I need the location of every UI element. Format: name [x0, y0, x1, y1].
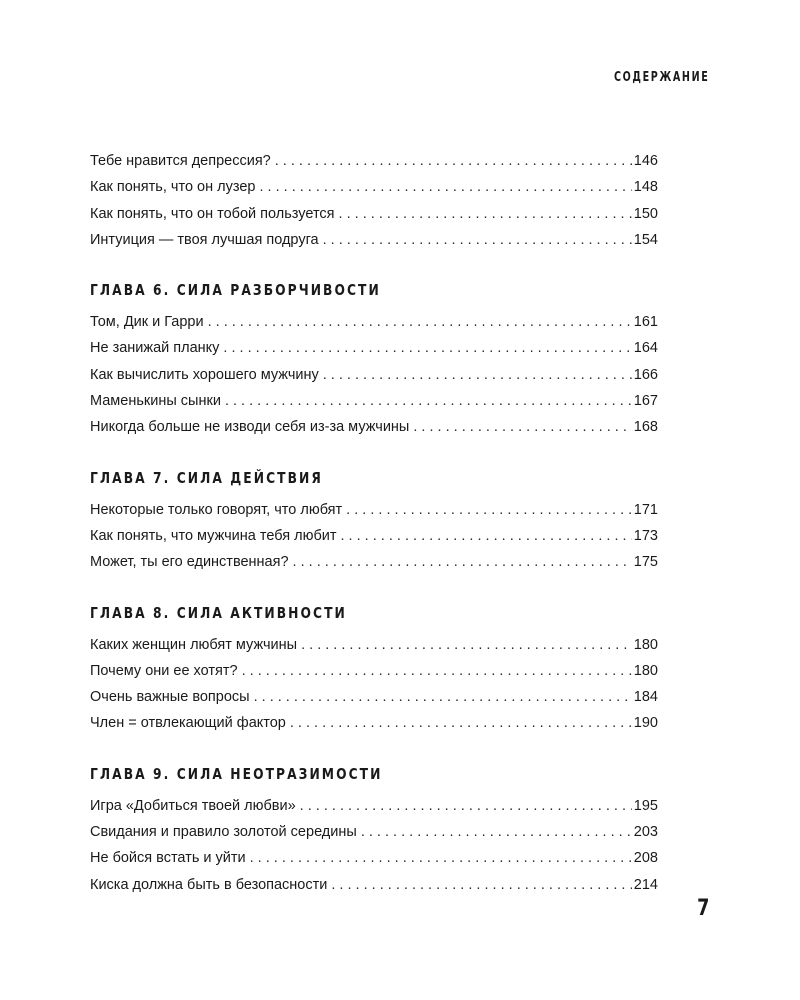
toc-entry[interactable] [90, 819, 658, 845]
chapter-section-8 [90, 598, 658, 737]
toc-entry[interactable] [90, 148, 658, 174]
toc-entry-page: 168 [633, 419, 658, 436]
toc-entry[interactable] [90, 845, 658, 871]
toc-entry[interactable] [90, 201, 658, 227]
toc-entry[interactable] [90, 793, 658, 819]
toc-entry[interactable] [90, 632, 658, 658]
toc-entry-title: Игра «Добиться твоей любви» [90, 797, 296, 814]
chapter-section-9 [90, 759, 658, 898]
toc-entry[interactable] [90, 684, 658, 710]
toc-entry-title: Никогда больше не изводи себя из-за мужчины [90, 419, 410, 436]
chapter-heading[interactable]: ГЛАВА 9. СИЛА НЕОТРАЗИМОСТИ [90, 764, 383, 783]
toc-entry-title: Тебе нравится депрессия? [90, 153, 271, 169]
toc-entry-page: 214 [633, 876, 658, 893]
toc-entry-title: Очень важные вопросы [90, 689, 250, 706]
dot-leader [293, 549, 632, 575]
dot-leader [346, 497, 632, 523]
toc-entry[interactable] [90, 872, 658, 898]
chapter-heading[interactable]: ГЛАВА 6. СИЛА РАЗБОРЧИВОСТИ [90, 281, 381, 300]
toc-entry[interactable] [90, 309, 658, 335]
toc-entry-page: 173 [633, 527, 658, 544]
toc-entry-page: 180 [633, 662, 658, 679]
toc-entry-title: Как понять, что мужчина тебя любит [90, 527, 337, 544]
table-of-contents [90, 148, 658, 898]
toc-entry[interactable] [90, 335, 658, 361]
dot-leader [323, 362, 632, 388]
dot-leader [323, 227, 632, 253]
dot-leader [413, 414, 631, 440]
toc-entry[interactable] [90, 414, 658, 440]
toc-entry-title: Не занижай планку [90, 340, 220, 357]
toc-entry[interactable] [90, 523, 658, 549]
dot-leader [361, 819, 632, 845]
toc-entry-page: 175 [633, 554, 658, 571]
toc-entry-page: 190 [633, 715, 658, 732]
toc-entry-title: Член = отвлекающий фактор [90, 715, 286, 732]
toc-entry-title: Каких женщин любят мужчины [90, 636, 298, 653]
toc-entry-page: 161 [633, 314, 658, 331]
dot-leader [225, 388, 632, 414]
toc-entry[interactable] [90, 362, 658, 388]
toc-entry-page: 164 [633, 340, 658, 357]
dot-leader [290, 710, 632, 736]
chapter-heading[interactable]: ГЛАВА 7. СИЛА ДЕЙСТВИЯ [90, 468, 323, 487]
dot-leader [301, 632, 632, 658]
toc-entry-page: 208 [633, 850, 658, 867]
page-number: 7 [696, 896, 709, 921]
toc-entry-page: 180 [633, 636, 658, 653]
toc-entry-title: Киска должна быть в безопасности [90, 876, 328, 893]
toc-entry[interactable] [90, 658, 658, 684]
toc-entry-page: 195 [633, 797, 658, 814]
dot-leader [275, 148, 632, 174]
chapter-section-6 [90, 275, 658, 440]
toc-entry-title: Некоторые только говорят, что любят [90, 501, 343, 518]
chapter-heading[interactable]: ГЛАВА 8. СИЛА АКТИВНОСТИ [90, 603, 347, 622]
toc-entry-title: Может, ты его единственная? [90, 554, 289, 571]
toc-entry-page: 203 [633, 824, 658, 841]
dot-leader [242, 658, 632, 684]
toc-entry[interactable] [90, 549, 658, 575]
toc-entry-page: 167 [633, 393, 658, 410]
toc-entry[interactable] [90, 227, 658, 253]
dot-leader [223, 335, 631, 361]
toc-entry-title: Почему они ее хотят? [90, 662, 238, 679]
toc-entry-page: 184 [633, 689, 658, 706]
toc-entry-title: Свидания и правило золотой середины [90, 824, 357, 841]
toc-entry-title: Интуиция — твоя лучшая подруга [90, 231, 319, 248]
toc-entry-page: 171 [633, 501, 658, 518]
dot-leader [208, 309, 632, 335]
dot-leader [331, 872, 631, 898]
toc-entry[interactable] [90, 497, 658, 523]
toc-entry-title: Маменькины сынки [90, 393, 221, 410]
toc-entry[interactable] [90, 710, 658, 736]
dot-leader [339, 201, 632, 227]
chapter-section-7 [90, 463, 658, 576]
intro-section [90, 148, 658, 253]
dot-leader [259, 174, 631, 200]
toc-entry[interactable] [90, 174, 658, 200]
toc-entry-page: 154 [633, 231, 658, 248]
toc-entry-page: 146 [633, 153, 658, 169]
toc-entry-page: 150 [633, 205, 658, 222]
toc-entry-page: 166 [633, 366, 658, 383]
toc-entry-page: 148 [633, 179, 658, 196]
toc-entry-title: Как вычислить хорошего мужчину [90, 366, 319, 383]
running-head: СОДЕРЖАНИЕ [613, 70, 709, 85]
toc-entry-title: Том, Дик и Гарри [90, 314, 204, 331]
dot-leader [341, 523, 632, 549]
dot-leader [254, 684, 632, 710]
toc-entry-title: Как понять, что он лузер [90, 179, 256, 196]
toc-entry-title: Не бойся встать и уйти [90, 850, 246, 867]
toc-entry-title: Как понять, что он тобой пользуется [90, 205, 335, 222]
dot-leader [250, 845, 632, 871]
toc-entry[interactable] [90, 388, 658, 414]
dot-leader [300, 793, 632, 819]
